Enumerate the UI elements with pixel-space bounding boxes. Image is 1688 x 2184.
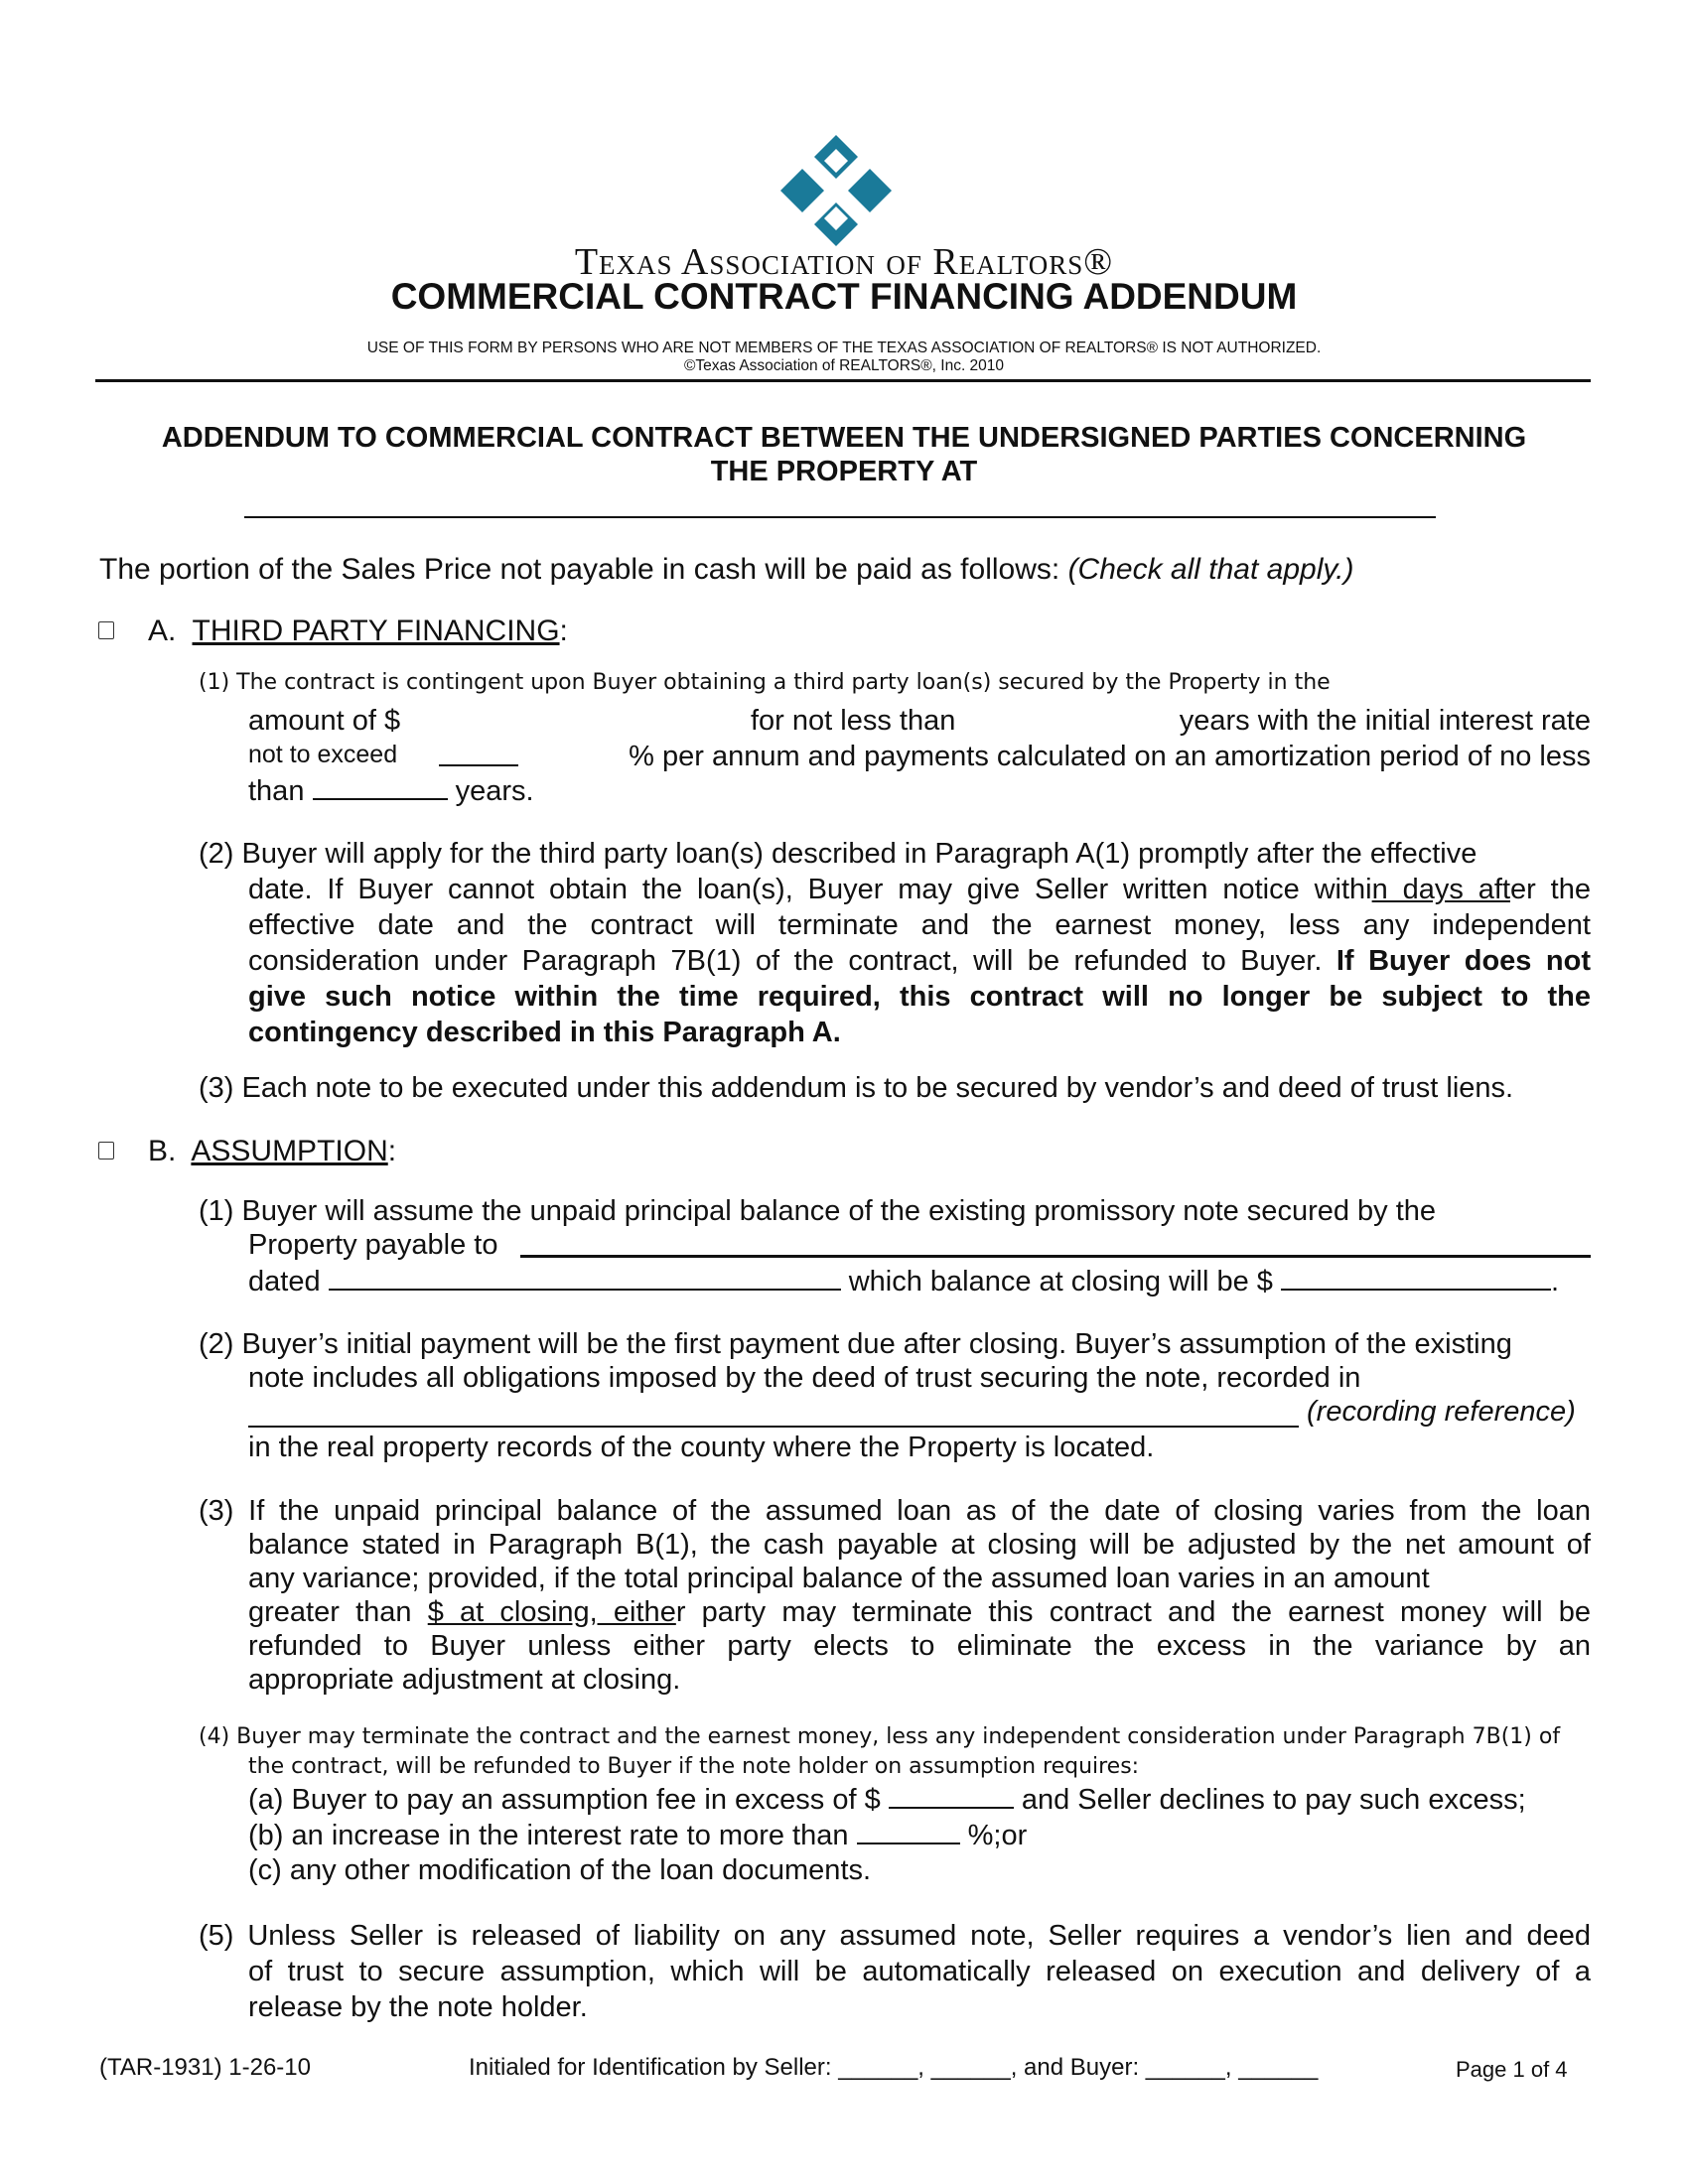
addendum-heading: ADDENDUM TO COMMERCIAL CONTRACT BETWEEN THE UNDERSIGNED PARTIES CONCERNING [161,422,1527,454]
b4-option-c: (c) any other modification of the loan documents. [248,1854,872,1886]
b2-line-1: (2) Buyer’s initial payment will be the first payment due after closing. Buyer’s assumption of the existing [199,1328,1512,1360]
b3-line-5: refunded to Buyer unless either party elects to eliminate the excess in the variance by an [248,1630,1591,1662]
a2-line-4 [248,943,1591,979]
a2-days-field[interactable]: n days aft [1371,874,1510,905]
property-address-field[interactable] [244,516,1436,518]
intro-note: (Check all that apply.) [1067,553,1354,586]
form-title: COMMERCIAL CONTRACT FINANCING ADDENDUM [390,276,1298,317]
section-a-letter: A. [148,614,177,647]
b1-line-3 [248,1263,1559,1299]
a2-line-3: effective date and the contract will terminate and the earnest money, less any independent [248,909,1591,941]
b5-line-2: of trust to secure assumption, which will be automatically released on execution and delivery of a [248,1956,1591,1987]
form-id: (TAR-1931) 1-26-10 [99,2054,311,2081]
a1-amount-label: amount of $ [248,705,401,737]
a1-years: years. [455,775,534,807]
section-b-letter: B. [148,1135,177,1167]
b3-terminate-text: r party may terminate this contract and the earnest money will be [675,1596,1591,1628]
section-b-colon: : [387,1135,397,1167]
b4-option-b [248,1817,1027,1853]
b3-line-3: any variance; provided, if the total principal balance of the assumed loan varies in an amount [248,1563,1430,1594]
b1-payable-to: Property payable to [248,1229,498,1261]
a2-line-6: contingency described in this Paragraph A. [248,1017,841,1048]
a2-notice-end: er the [1510,874,1591,905]
section-b-heading [148,1134,396,1169]
a2-line-1: (2) Buyer will apply for the third party loan(s) described in Paragraph A(1) promptly after the effective [199,838,1477,870]
a2-line-2 [248,872,1591,907]
tar-logo-icon [776,131,896,246]
b5-line-1: (5) Unless Seller is released of liability on any assumed note, Seller requires a vendor’s lien and deed [199,1920,1591,1952]
b4-line-1: (4) Buyer may terminate the contract and the earnest money, less any independent consideration under Paragraph 7B(1) of [199,1724,1561,1749]
b1-period: . [1550,1266,1560,1297]
a1-term-field[interactable] [983,703,1132,737]
a1-not-less-than: for not less than [751,705,956,737]
a1-years-initial-rate: years with the initial interest rate [1179,705,1591,737]
a2-bold-start: If Buyer does not [1336,945,1591,977]
section-b-title: ASSUMPTION [191,1135,388,1167]
a1-than: than [248,775,305,807]
section-a-heading [148,614,568,649]
a2-line-5: give such notice within the time required, this contract will no longer be subject to the [248,981,1591,1013]
b4-assumption-fee-field[interactable] [889,1781,1014,1809]
a1-interest-rate-field[interactable] [439,739,518,766]
b2-recording-reference: (recording reference) [1307,1396,1576,1428]
b4-line-2: the contract, will be refunded to Buyer if the note holder on assumption requires: [248,1754,1140,1779]
a2-refund-text: consideration under Paragraph 7B(1) of the contract, will be refunded to Buyer. [248,945,1323,977]
b1-line-1: (1) Buyer will assume the unpaid principal balance of the existing promissory note secured by the [199,1195,1437,1227]
section-a-title: THIRD PARTY FINANCING [192,614,560,647]
b3-line-1: (3) If the unpaid principal balance of the assumed loan as of the date of closing varies from the loan [199,1495,1591,1527]
b1-balance-field[interactable] [1281,1263,1551,1291]
b4-b-end: %;or [967,1820,1028,1851]
b2-line-4: in the real property records of the county where the Property is located. [248,1432,1155,1463]
section-b-checkbox[interactable] [98,1142,114,1160]
b5-line-3: release by the note holder. [248,1991,588,2023]
b3-line-4 [248,1594,1591,1630]
header-rule [95,379,1591,382]
a1-not-to-exceed: not to exceed [248,741,398,768]
b1-dated: dated [248,1266,321,1297]
b1-line-2 [248,1227,497,1263]
authorization-notice: USE OF THIS FORM BY PERSONS WHO ARE NOT MEMBERS OF THE TEXAS ASSOCIATION OF REALTORS® IS NOT AUTHORIZED. [366,340,1322,356]
a1-line-3 [248,739,1591,774]
a1-line-4 [248,772,534,809]
b3-line-6: appropriate adjustment at closing. [248,1664,681,1696]
b1-date-field[interactable] [329,1263,841,1291]
b4-a-text: (a) Buyer to pay an assumption fee in excess of $ [248,1784,881,1816]
b4-a-end: and Seller declines to pay such excess; [1021,1784,1526,1816]
intro-line [99,552,1353,588]
a1-line-1: (1) The contract is contingent upon Buyer obtaining a third party loan(s) secured by the Property in the [199,670,1331,695]
section-a-colon: : [559,614,568,647]
b3-variance-field[interactable]: $ at closing, eithe [427,1596,676,1628]
intro-text: The portion of the Sales Price not payable in cash will be paid as follows: [99,553,1060,586]
b2-line-2: note includes all obligations imposed by the deed of trust securing the note, recorded in [248,1362,1361,1394]
b4-b-text: (b) an increase in the interest rate to more than [248,1820,849,1851]
b1-balance-label: which balance at closing will be $ [848,1266,1273,1297]
a2-notice-text: date. If Buyer cannot obtain the loan(s), Buyer may give Seller written notice withi [248,874,1372,905]
a3-text: (3) Each note to be executed under this addendum is to be secured by vendor’s and deed of trust liens. [199,1072,1514,1104]
b2-recording-field[interactable] [248,1426,1299,1428]
a1-amortization-field[interactable] [313,772,448,800]
section-a-checkbox[interactable] [98,621,114,639]
logo-wordmark: Texas Association of Realtors® [574,241,1114,283]
a1-per-annum: % per annum and payments calculated on an amortization period of no less [629,741,1591,772]
b3-line-2: balance stated in Paragraph B(1), the cash payable at closing will be adjusted by the net amount of [248,1529,1591,1561]
b4-interest-rate-field[interactable] [857,1817,960,1844]
addendum-heading-property: THE PROPERTY AT [710,456,978,487]
a1-line-2 [248,703,1591,739]
a1-amount-field[interactable] [427,703,725,737]
b3-greater-than: greater than [248,1596,428,1628]
page-number: Page 1 of 4 [1456,2057,1568,2082]
b4-option-a [248,1781,1526,1818]
copyright-line: ©Texas Association of REALTORS®, Inc. 2010 [683,357,1005,374]
initials-line[interactable]: Initialed for Identification by Seller: ______, ______, and Buyer: ______, ______ [469,2054,1319,2081]
b1-payee-field[interactable] [520,1255,1591,1258]
